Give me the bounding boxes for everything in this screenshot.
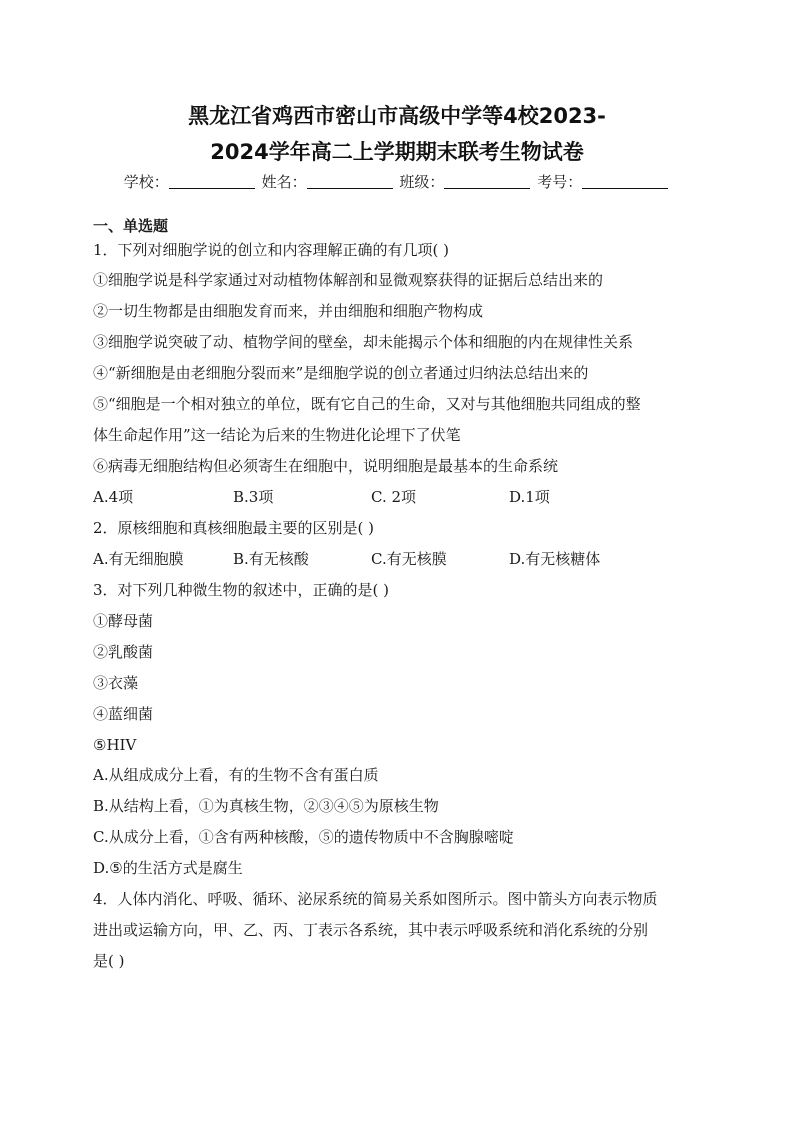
q1-statement-3: ③细胞学说突破了动、植物学间的壁垒，却未能揭示个体和细胞的内在规律性关系 [93,333,634,351]
class-blank[interactable] [444,174,530,189]
q3-option-d[interactable]: D.⑤的生活方式是腐生 [93,859,243,877]
student-info-row [0,171,794,192]
q3-item-2: ②乳酸菌 [93,643,154,661]
exam-title-line2: 2024学年高二上学期期末联考生物试卷 [210,140,584,164]
q2-option-c[interactable]: C.有无核膜 [371,550,447,568]
class-label: 班级： [399,173,445,191]
q2-option-d[interactable]: D.有无核糖体 [509,550,601,568]
q3-item-5: ⑤HIV [93,736,137,754]
name-blank[interactable] [307,174,393,189]
q4-stem-line1: 4．人体内消化、呼吸、循环、泌尿系统的简易关系如图所示。图中箭头方向表示物质 [93,890,658,908]
exam-number-label: 考号： [537,173,583,191]
q3-option-b[interactable]: B.从结构上看，①为真核生物，②③④⑤为原核生物 [93,797,439,815]
q2-option-b[interactable]: B.有无核酸 [233,550,309,568]
q1-option-d[interactable]: D.1项 [509,488,550,506]
name-label: 姓名： [261,173,307,191]
q1-option-c[interactable]: C. 2项 [371,488,417,506]
q3-stem: 3．对下列几种微生物的叙述中，正确的是( ) [93,581,390,599]
q1-option-a[interactable]: A.4项 [93,488,134,506]
q1-statement-2: ②一切生物都是由细胞发育而来，并由细胞和细胞产物构成 [93,302,484,320]
section-heading: 一、单选题 [93,217,169,235]
exam-number-blank[interactable] [582,174,668,189]
q3-item-3: ③衣藻 [93,674,139,692]
q1-option-b[interactable]: B.3项 [233,488,274,506]
school-label: 学校： [123,173,169,191]
q1-statement-1: ①细胞学说是科学家通过对动植物体解剖和显微观察获得的证据后总结出来的 [93,271,604,289]
q4-stem-line2: 进出或运输方向，甲、乙、丙、丁表示各系统，其中表示呼吸系统和消化系统的分别 [93,921,649,939]
q3-option-a[interactable]: A.从组成成分上看，有的生物不含有蛋白质 [93,766,379,784]
q1-statement-6: ⑥病毒无细胞结构但必须寄生在细胞中，说明细胞是最基本的生命系统 [93,457,559,475]
q1-statement-5b: 体生命起作用”这一结论为后来的生物进化论埋下了伏笔 [93,426,461,444]
q1-stem: 1．下列对细胞学说的创立和内容理解正确的有几项( ) [93,241,450,259]
exam-title-line1: 黑龙江省鸡西市密山市高级中学等4校2023- [188,104,606,128]
q1-statement-4: ④“新细胞是由老细胞分裂而来”是细胞学说的创立者通过归纳法总结出来的 [93,364,589,382]
q2-stem: 2．原核细胞和真核细胞最主要的区别是( ) [93,519,375,537]
q3-item-4: ④蓝细菌 [93,705,154,723]
q2-option-a[interactable]: A.有无细胞膜 [93,550,184,568]
q3-option-c[interactable]: C.从成分上看，①含有两种核酸，⑤的遗传物质中不含胸腺嘧啶 [93,828,514,846]
school-blank[interactable] [169,174,255,189]
q3-item-1: ①酵母菌 [93,612,154,630]
q4-stem-line3: 是( ) [93,952,125,970]
q1-statement-5a: ⑤“细胞是一个相对独立的单位，既有它自己的生命，又对与其他细胞共同组成的整 [93,395,641,413]
